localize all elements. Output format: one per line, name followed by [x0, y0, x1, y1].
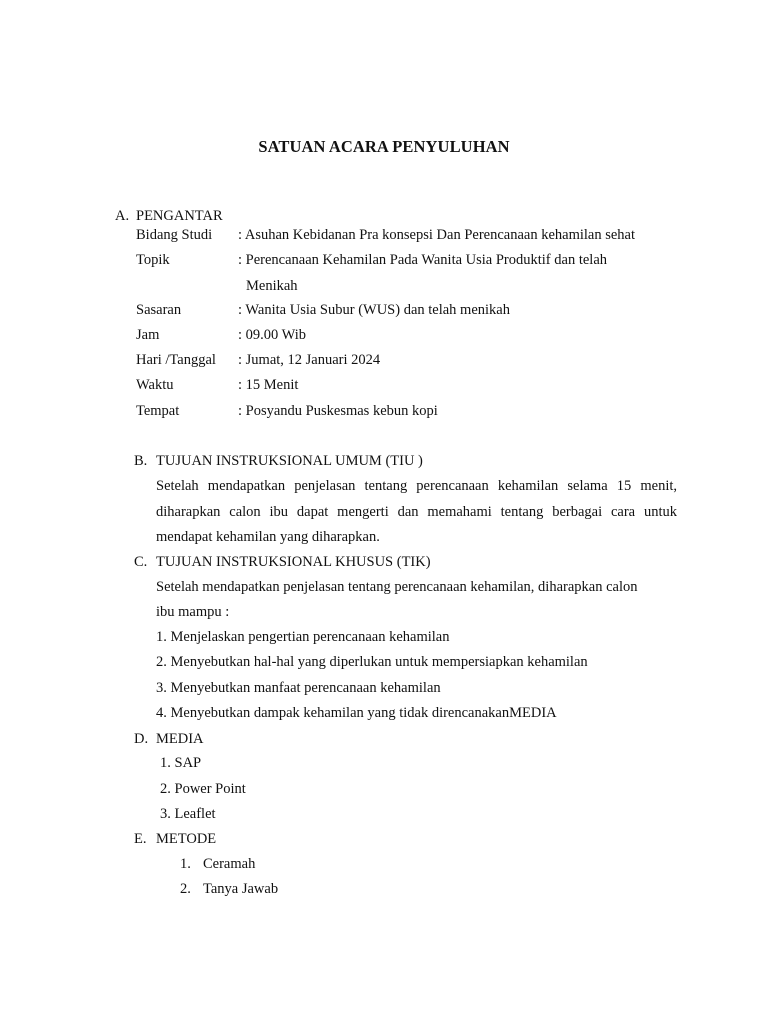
field-value: : Asuhan Kebidanan Pra konsepsi Dan Perencanaan kehamilan sehat: [238, 227, 636, 243]
list-item: 2. Menyebutkan hal-hal yang diperlukan untuk mempersiapkan kehamilan: [156, 654, 588, 670]
field-label: Jam: [136, 327, 160, 343]
section-b-letter: B.: [134, 453, 148, 469]
list-item-number: 2.: [180, 881, 191, 897]
section-e-heading: METODE: [156, 831, 217, 847]
section-b-paragraph-line: mendapat kehamilan yang diharapkan.: [156, 529, 380, 545]
section-b-paragraph-line: Setelah mendapatkan penjelasan tentang perencanaan kehamilan selama 15 menit,: [156, 478, 677, 494]
field-label: Tempat: [136, 403, 180, 419]
list-item: 3. Menyebutkan manfaat perencanaan kehamilan: [156, 680, 441, 696]
list-item: Ceramah: [203, 856, 256, 872]
field-label: Bidang Studi: [136, 227, 213, 243]
section-c-intro-line: ibu mampu :: [156, 604, 230, 620]
list-item-number: 1.: [180, 856, 191, 872]
section-d-heading: MEDIA: [156, 731, 204, 747]
field-value-continued: Menikah: [246, 278, 298, 294]
field-value: : Wanita Usia Subur (WUS) dan telah menikah: [238, 302, 510, 318]
list-item: 4. Menyebutkan dampak kehamilan yang tidak direncanakanMEDIA: [156, 705, 557, 721]
page-title: SATUAN ACARA PENYULUHAN: [258, 137, 510, 156]
list-item: 3. Leaflet: [160, 806, 216, 822]
list-item: 2. Power Point: [160, 781, 246, 797]
section-c-letter: C.: [134, 554, 148, 570]
section-a-heading: PENGANTAR: [136, 208, 223, 224]
field-value: : Jumat, 12 Januari 2024: [238, 352, 381, 368]
list-item: 1. Menjelaskan pengertian perencanaan kehamilan: [156, 629, 450, 645]
field-value: : Perencanaan Kehamilan Pada Wanita Usia Produktif dan telah: [238, 252, 607, 268]
section-b-paragraph-line: diharapkan calon ibu dapat mengerti dan memahami tentang berbagai cara untuk: [156, 504, 677, 520]
section-e-letter: E.: [134, 831, 147, 847]
field-label: Topik: [136, 252, 170, 268]
list-item: Tanya Jawab: [203, 881, 279, 897]
section-c-heading: TUJUAN INSTRUKSIONAL KHUSUS (TIK): [156, 554, 431, 570]
field-value: : 15 Menit: [238, 377, 299, 393]
field-value: : Posyandu Puskesmas kebun kopi: [238, 403, 438, 419]
section-d-letter: D.: [134, 731, 149, 747]
section-c-intro-line: Setelah mendapatkan penjelasan tentang perencanaan kehamilan, diharapkan calon: [156, 579, 638, 595]
field-label: Waktu: [136, 377, 174, 393]
field-label: Hari /Tanggal: [136, 352, 216, 368]
field-label: Sasaran: [136, 302, 182, 318]
field-value: : 09.00 Wib: [238, 327, 307, 343]
section-a-letter: A.: [115, 208, 130, 224]
list-item: 1. SAP: [160, 755, 202, 771]
section-b-heading: TUJUAN INSTRUKSIONAL UMUM (TIU ): [156, 453, 423, 469]
